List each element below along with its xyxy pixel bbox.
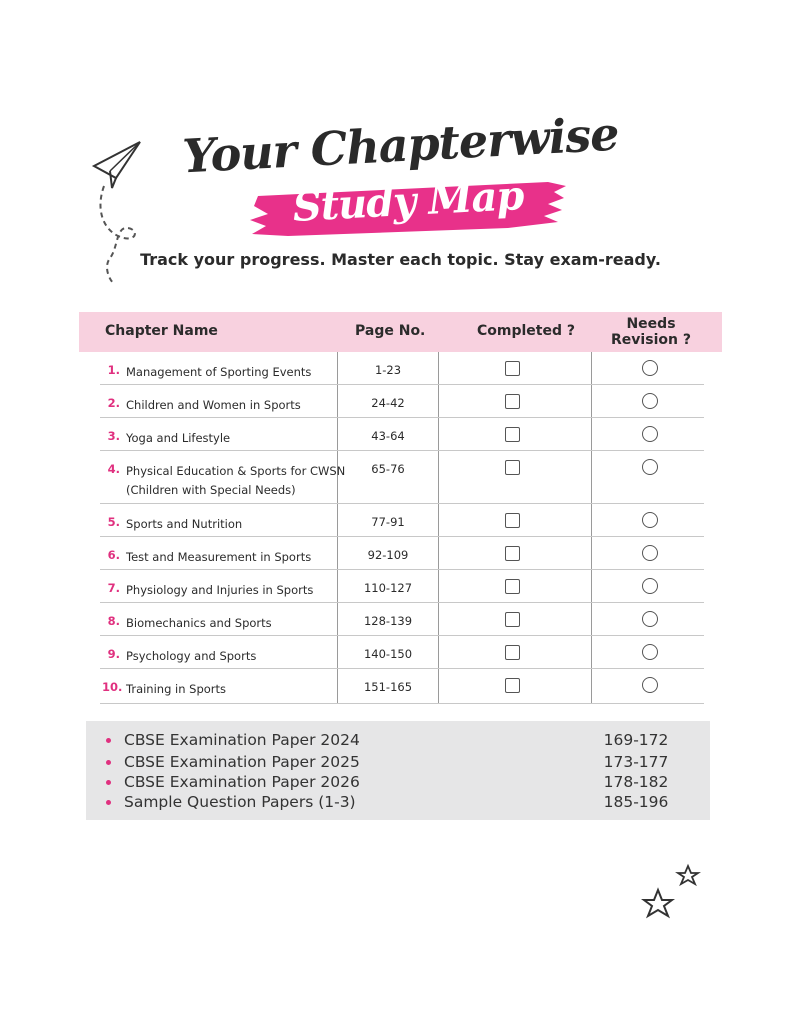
chapter-number: 7. bbox=[107, 581, 120, 595]
chapter-name: Management of Sporting Events bbox=[126, 365, 312, 379]
paper-label: CBSE Examination Paper 2026 bbox=[124, 773, 360, 791]
table-row bbox=[100, 385, 704, 418]
chapter-name: Training in Sports bbox=[126, 682, 227, 696]
header-needs-revision: Needs Revision ? bbox=[611, 316, 691, 348]
bullet-icon bbox=[106, 800, 111, 805]
chapter-name: Children and Women in Sports bbox=[126, 398, 301, 412]
chapter-number: 4. bbox=[107, 462, 120, 476]
page-range: 43-64 bbox=[371, 429, 405, 443]
chapter-number: 8. bbox=[107, 614, 120, 628]
page-title-line2: Study Map bbox=[291, 171, 525, 232]
page-range: 1-23 bbox=[374, 363, 402, 377]
chapter-name bbox=[126, 462, 345, 500]
completed-checkbox[interactable] bbox=[505, 612, 520, 627]
table-row bbox=[100, 636, 704, 669]
page-range: 92-109 bbox=[367, 548, 409, 562]
revision-radio[interactable] bbox=[642, 611, 658, 627]
chapter-number: 3. bbox=[107, 429, 120, 443]
table-row bbox=[100, 669, 704, 704]
page-title-line1: Your Chapterwise bbox=[181, 106, 620, 184]
chapter-name: Yoga and Lifestyle bbox=[126, 431, 231, 445]
completed-checkbox[interactable] bbox=[505, 427, 520, 442]
completed-checkbox[interactable] bbox=[505, 513, 520, 528]
completed-checkbox[interactable] bbox=[505, 394, 520, 409]
completed-checkbox[interactable] bbox=[505, 678, 520, 693]
paper-pages: 173-177 bbox=[603, 753, 669, 771]
paper-pages: 178-182 bbox=[603, 773, 669, 791]
table-row bbox=[100, 418, 704, 451]
page-range: 24-42 bbox=[371, 396, 405, 410]
paper-pages: 185-196 bbox=[603, 793, 669, 811]
tagline: Track your progress. Master each topic. Stay exam-ready. bbox=[140, 250, 661, 269]
header-page-no: Page No. bbox=[355, 323, 426, 339]
header-chapter-name: Chapter Name bbox=[105, 323, 218, 339]
paper-label: Sample Question Papers (1-3) bbox=[124, 793, 356, 811]
completed-checkbox[interactable] bbox=[505, 546, 520, 561]
paper-pages: 169-172 bbox=[603, 731, 669, 749]
page-range: 65-76 bbox=[371, 462, 405, 476]
table-header bbox=[79, 312, 722, 352]
paper-label: CBSE Examination Paper 2025 bbox=[124, 753, 360, 771]
star-icon bbox=[640, 862, 710, 922]
chapter-number: 5. bbox=[107, 515, 120, 529]
table-row bbox=[100, 352, 704, 385]
bullet-icon bbox=[106, 780, 111, 785]
chapter-name: Biomechanics and Sports bbox=[126, 616, 272, 630]
completed-checkbox[interactable] bbox=[505, 361, 520, 376]
page-range: 140-150 bbox=[363, 647, 413, 661]
revision-radio[interactable] bbox=[642, 578, 658, 594]
revision-radio[interactable] bbox=[642, 360, 658, 376]
chapter-name: Physiology and Injuries in Sports bbox=[126, 583, 314, 597]
revision-radio[interactable] bbox=[642, 545, 658, 561]
revision-radio[interactable] bbox=[642, 677, 658, 693]
chapter-name: Test and Measurement in Sports bbox=[126, 550, 312, 564]
chapter-number: 1. bbox=[107, 363, 120, 377]
chapter-name: Sports and Nutrition bbox=[126, 517, 243, 531]
chapter-number: 9. bbox=[107, 647, 120, 661]
page-range: 128-139 bbox=[363, 614, 413, 628]
completed-checkbox[interactable] bbox=[505, 645, 520, 660]
chapter-name-line1: Physical Education & Sports for CWSN bbox=[126, 464, 346, 478]
completed-checkbox[interactable] bbox=[505, 579, 520, 594]
table-row bbox=[100, 603, 704, 636]
chapter-number: 10. bbox=[102, 680, 123, 694]
revision-radio[interactable] bbox=[642, 459, 658, 475]
header-completed: Completed ? bbox=[477, 323, 575, 339]
page-range: 110-127 bbox=[363, 581, 413, 595]
chapter-name-line2: (Children with Special Needs) bbox=[126, 483, 296, 497]
exam-papers-panel bbox=[86, 721, 710, 820]
revision-radio[interactable] bbox=[642, 393, 658, 409]
table-row bbox=[100, 504, 704, 537]
completed-checkbox[interactable] bbox=[505, 460, 520, 475]
paper-label: CBSE Examination Paper 2024 bbox=[124, 731, 360, 749]
page-range: 77-91 bbox=[371, 515, 405, 529]
table-row bbox=[100, 451, 704, 504]
revision-radio[interactable] bbox=[642, 644, 658, 660]
bullet-icon bbox=[106, 760, 111, 765]
table-row bbox=[100, 570, 704, 603]
chapter-number: 6. bbox=[107, 548, 120, 562]
revision-radio[interactable] bbox=[642, 426, 658, 442]
chapter-number: 2. bbox=[107, 396, 120, 410]
table-row bbox=[100, 537, 704, 570]
bullet-icon bbox=[106, 738, 111, 743]
page-range: 151-165 bbox=[363, 680, 413, 694]
chapter-name: Psychology and Sports bbox=[126, 649, 257, 663]
revision-radio[interactable] bbox=[642, 512, 658, 528]
